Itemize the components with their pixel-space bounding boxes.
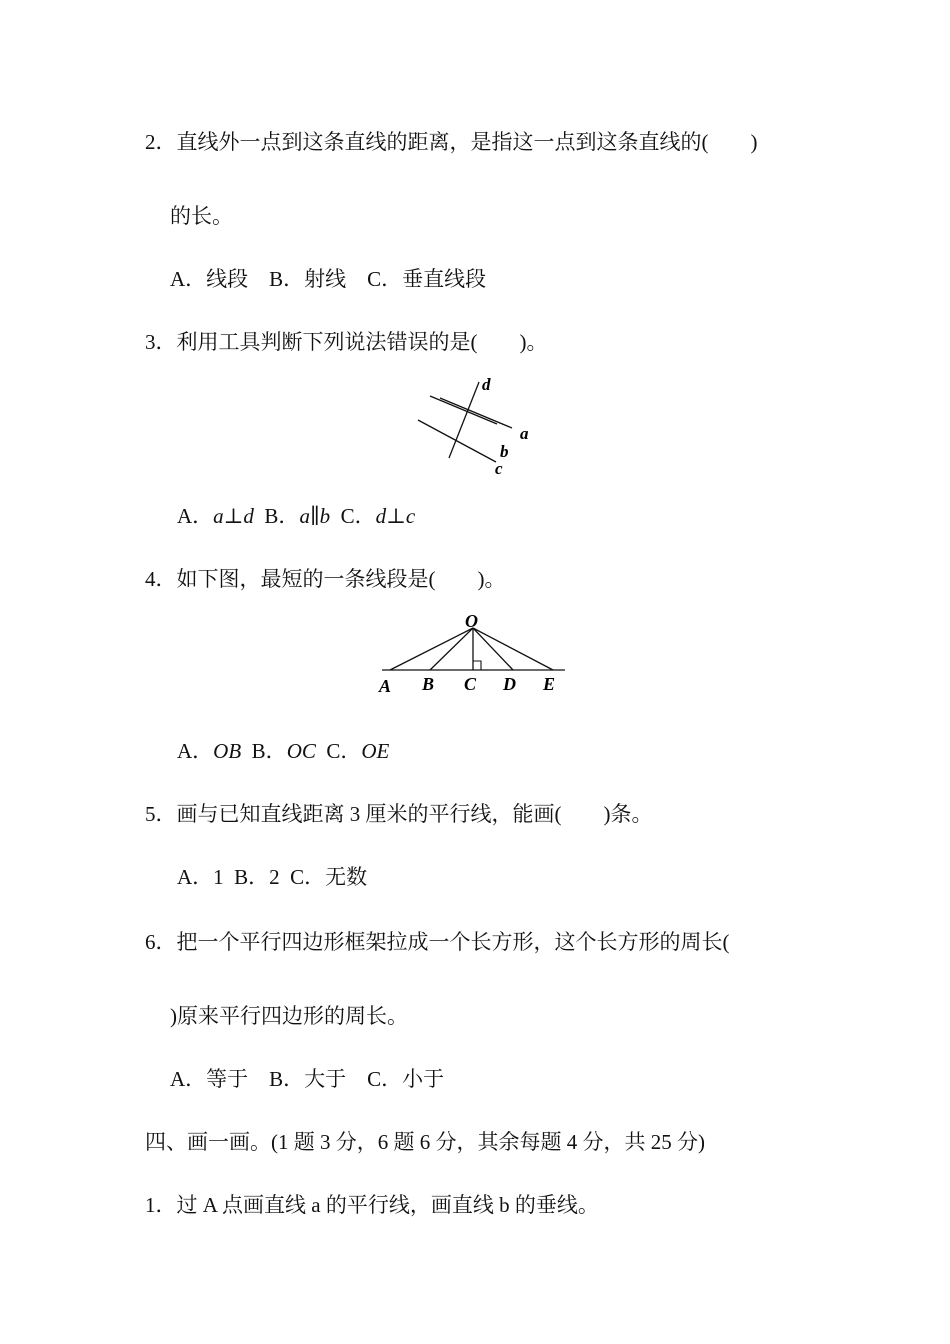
section4-q1-stem: 1．过 A 点画直线 a 的平行线，画直线 b 的垂线。 <box>145 1193 599 1217</box>
q3-option-b-prefix: B． <box>264 504 300 528</box>
q4-option-b-prefix: B． <box>251 739 287 763</box>
q6-stem-line1: 6．把一个平行四边形框架拉成一个长方形，这个长方形的周长( <box>145 930 730 954</box>
q4-figure <box>370 608 575 700</box>
line-c <box>418 420 496 462</box>
label-b: b <box>500 442 509 461</box>
q5-stem: 5．画与已知直线距离 3 厘米的平行线，能画( )条。 <box>145 802 653 826</box>
right-angle-mark <box>473 661 481 670</box>
q6-stem-line2: )原来平行四边形的周长。 <box>170 1004 408 1028</box>
q4-option-a-expr: OB <box>213 739 242 763</box>
label-B: B <box>422 674 435 694</box>
q5-options: A．1 B．2 C．无数 <box>177 865 368 889</box>
segment-OE <box>473 628 553 670</box>
segment-OB <box>430 628 473 670</box>
label-d: d <box>482 375 491 394</box>
label-E: E <box>543 674 556 694</box>
line-d <box>449 382 479 458</box>
q4-option-c-expr: OE <box>361 739 390 763</box>
q3-options <box>177 502 415 530</box>
label-O: O <box>465 611 478 631</box>
q3-option-c-prefix: C． <box>340 504 376 528</box>
q4-option-c-prefix: C． <box>326 739 362 763</box>
q2-stem-line1: 2．直线外一点到这条直线的距离，是指这一点到这条直线的( ) <box>145 130 758 154</box>
segment-OD <box>473 628 513 670</box>
q2-options: A．线段 B．射线 C．垂直线段 <box>170 267 487 291</box>
label-C: C <box>464 674 477 694</box>
line-a <box>440 398 512 428</box>
q6-options: A．等于 B．大于 C．小于 <box>170 1067 445 1091</box>
label-a: a <box>520 424 529 443</box>
section4-heading: 四、画一画。(1 题 3 分，6 题 6 分，其余每题 4 分，共 25 分) <box>145 1130 705 1154</box>
label-c: c <box>495 459 503 478</box>
label-A: A <box>379 676 392 696</box>
q3-option-b-expr: a∥b <box>299 504 331 528</box>
q3-figure <box>400 370 550 482</box>
segment-OA <box>390 628 473 670</box>
q4-options <box>177 737 389 765</box>
q4-option-a-prefix: A． <box>177 739 214 763</box>
q3-option-a-prefix: A． <box>177 504 214 528</box>
q4-option-b-expr: OC <box>286 739 316 763</box>
q3-option-a-expr: a⊥d <box>213 504 254 528</box>
q4-stem: 4．如下图，最短的一条线段是( )。 <box>145 567 506 591</box>
label-D: D <box>503 674 516 694</box>
q2-stem-line2: 的长。 <box>170 204 233 228</box>
q3-option-c-expr: d⊥c <box>375 504 416 528</box>
q3-stem: 3．利用工具判断下列说法错误的是( )。 <box>145 330 548 354</box>
